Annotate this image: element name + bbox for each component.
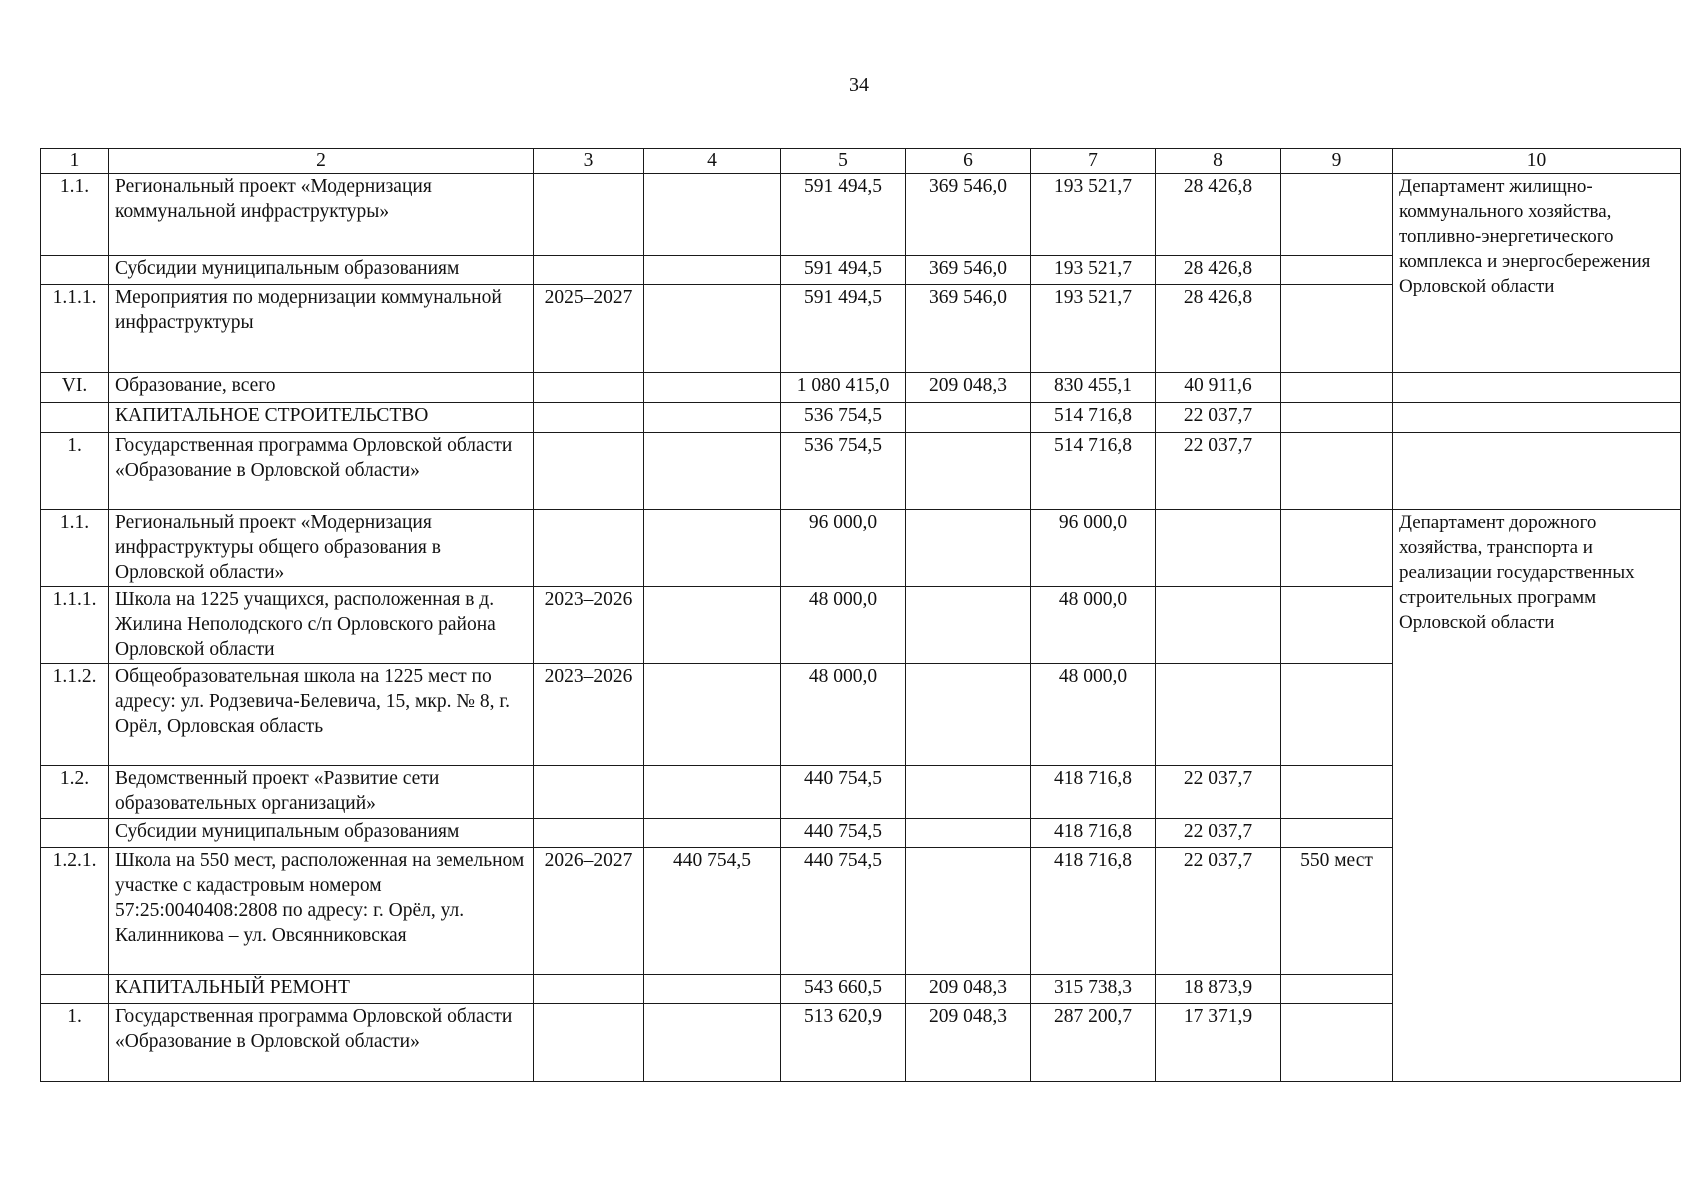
row-number: 1.1.2. bbox=[41, 664, 109, 766]
row-col7: 287 200,7 bbox=[1031, 1004, 1156, 1082]
row-col8: 28 426,8 bbox=[1156, 256, 1281, 285]
row-col7: 418 716,8 bbox=[1031, 848, 1156, 975]
row-col9: 550 мест bbox=[1281, 848, 1393, 975]
row-col6: 209 048,3 bbox=[906, 975, 1031, 1004]
column-number-row bbox=[41, 149, 1681, 174]
responsible-department: Департамент дорожного хозяйства, транспорта и реализации государственных строительных программ Орловской области bbox=[1393, 510, 1681, 1082]
row-period bbox=[534, 975, 644, 1004]
row-period bbox=[534, 819, 644, 848]
row-period bbox=[534, 510, 644, 587]
row-col6 bbox=[906, 587, 1031, 664]
row-col4 bbox=[644, 975, 781, 1004]
row-col7: 48 000,0 bbox=[1031, 664, 1156, 766]
table-row bbox=[41, 174, 1681, 256]
row-col6: 209 048,3 bbox=[906, 373, 1031, 403]
row-number bbox=[41, 256, 109, 285]
row-col8 bbox=[1156, 587, 1281, 664]
row-col8 bbox=[1156, 510, 1281, 587]
table-row bbox=[41, 433, 1681, 510]
row-period bbox=[534, 403, 644, 433]
row-name: Субсидии муниципальным образованиям bbox=[109, 256, 534, 285]
row-col6 bbox=[906, 403, 1031, 433]
row-col5: 440 754,5 bbox=[781, 766, 906, 819]
row-col9 bbox=[1281, 285, 1393, 373]
row-period: 2023–2026 bbox=[534, 664, 644, 766]
row-col8: 22 037,7 bbox=[1156, 848, 1281, 975]
row-number: 1.1.1. bbox=[41, 587, 109, 664]
row-col4 bbox=[644, 510, 781, 587]
row-period: 2025–2027 bbox=[534, 285, 644, 373]
row-period bbox=[534, 174, 644, 256]
row-col5: 48 000,0 bbox=[781, 587, 906, 664]
responsible-department bbox=[1393, 403, 1681, 433]
row-number: 1. bbox=[41, 1004, 109, 1082]
row-number: 1. bbox=[41, 433, 109, 510]
row-col5: 591 494,5 bbox=[781, 285, 906, 373]
row-col8: 17 371,9 bbox=[1156, 1004, 1281, 1082]
column-header: 1 bbox=[41, 149, 109, 174]
row-col5: 543 660,5 bbox=[781, 975, 906, 1004]
row-col7: 48 000,0 bbox=[1031, 587, 1156, 664]
row-number: 1.1. bbox=[41, 174, 109, 256]
row-name: Школа на 1225 учащихся, расположенная в д. Жилина Неполодского с/п Орловского района Орловской области bbox=[109, 587, 534, 664]
row-period bbox=[534, 766, 644, 819]
row-col8: 28 426,8 bbox=[1156, 174, 1281, 256]
row-col4 bbox=[644, 433, 781, 510]
row-col5: 513 620,9 bbox=[781, 1004, 906, 1082]
row-col5: 440 754,5 bbox=[781, 848, 906, 975]
row-col6 bbox=[906, 433, 1031, 510]
row-col4 bbox=[644, 664, 781, 766]
row-col7: 418 716,8 bbox=[1031, 819, 1156, 848]
row-number: 1.2. bbox=[41, 766, 109, 819]
row-name: Школа на 550 мест, расположенная на земельном участке с кадастровым номером 57:25:0040408:2808 по адресу: г. Орёл, ул. Калинникова – ул. Овсянниковская bbox=[109, 848, 534, 975]
row-col9 bbox=[1281, 174, 1393, 256]
row-col8: 40 911,6 bbox=[1156, 373, 1281, 403]
row-col9 bbox=[1281, 664, 1393, 766]
row-col9 bbox=[1281, 975, 1393, 1004]
row-col6: 369 546,0 bbox=[906, 256, 1031, 285]
row-col5: 591 494,5 bbox=[781, 174, 906, 256]
row-col7: 96 000,0 bbox=[1031, 510, 1156, 587]
row-col4 bbox=[644, 256, 781, 285]
row-col6 bbox=[906, 664, 1031, 766]
row-col9 bbox=[1281, 256, 1393, 285]
page-number: 34 bbox=[849, 74, 869, 96]
row-col8: 18 873,9 bbox=[1156, 975, 1281, 1004]
row-col6 bbox=[906, 766, 1031, 819]
row-col9 bbox=[1281, 373, 1393, 403]
column-header: 5 bbox=[781, 149, 906, 174]
row-col4 bbox=[644, 285, 781, 373]
row-name: Государственная программа Орловской области «Образование в Орловской области» bbox=[109, 1004, 534, 1082]
row-col9 bbox=[1281, 766, 1393, 819]
row-name: Региональный проект «Модернизация коммунальной инфраструктуры» bbox=[109, 174, 534, 256]
row-col7: 418 716,8 bbox=[1031, 766, 1156, 819]
row-period: 2026–2027 bbox=[534, 848, 644, 975]
row-col7: 514 716,8 bbox=[1031, 433, 1156, 510]
row-col4 bbox=[644, 1004, 781, 1082]
row-number: 1.1. bbox=[41, 510, 109, 587]
row-name: Образование, всего bbox=[109, 373, 534, 403]
column-header: 2 bbox=[109, 149, 534, 174]
column-header: 7 bbox=[1031, 149, 1156, 174]
row-col9 bbox=[1281, 433, 1393, 510]
row-col8: 22 037,7 bbox=[1156, 819, 1281, 848]
responsible-department bbox=[1393, 373, 1681, 403]
row-col4 bbox=[644, 819, 781, 848]
table-row bbox=[41, 373, 1681, 403]
row-col6: 369 546,0 bbox=[906, 174, 1031, 256]
row-period: 2023–2026 bbox=[534, 587, 644, 664]
row-col6 bbox=[906, 510, 1031, 587]
row-period bbox=[534, 256, 644, 285]
row-col7: 193 521,7 bbox=[1031, 174, 1156, 256]
column-header: 3 bbox=[534, 149, 644, 174]
row-name: Региональный проект «Модернизация инфраструктуры общего образования в Орловской области» bbox=[109, 510, 534, 587]
row-name: Субсидии муниципальным образованиям bbox=[109, 819, 534, 848]
row-col4 bbox=[644, 373, 781, 403]
row-col6: 369 546,0 bbox=[906, 285, 1031, 373]
row-col4 bbox=[644, 587, 781, 664]
row-col5: 591 494,5 bbox=[781, 256, 906, 285]
row-number bbox=[41, 975, 109, 1004]
responsible-department bbox=[1393, 433, 1681, 510]
row-name: КАПИТАЛЬНЫЙ РЕМОНТ bbox=[109, 975, 534, 1004]
row-col4 bbox=[644, 766, 781, 819]
row-col6 bbox=[906, 848, 1031, 975]
budget-table bbox=[40, 148, 1681, 1082]
row-period bbox=[534, 433, 644, 510]
row-name: Мероприятия по модернизации коммунальной инфраструктуры bbox=[109, 285, 534, 373]
column-header: 9 bbox=[1281, 149, 1393, 174]
row-col5: 536 754,5 bbox=[781, 403, 906, 433]
row-col9 bbox=[1281, 819, 1393, 848]
row-number bbox=[41, 819, 109, 848]
row-col6: 209 048,3 bbox=[906, 1004, 1031, 1082]
table-row bbox=[41, 510, 1681, 587]
row-col4 bbox=[644, 403, 781, 433]
row-col8: 22 037,7 bbox=[1156, 403, 1281, 433]
row-period bbox=[534, 373, 644, 403]
row-col8: 22 037,7 bbox=[1156, 433, 1281, 510]
column-header: 10 bbox=[1393, 149, 1681, 174]
row-name: Государственная программа Орловской области «Образование в Орловской области» bbox=[109, 433, 534, 510]
column-header: 6 bbox=[906, 149, 1031, 174]
row-col7: 514 716,8 bbox=[1031, 403, 1156, 433]
row-name: Ведомственный проект «Развитие сети образовательных организаций» bbox=[109, 766, 534, 819]
row-col7: 830 455,1 bbox=[1031, 373, 1156, 403]
column-header: 8 bbox=[1156, 149, 1281, 174]
row-col5: 536 754,5 bbox=[781, 433, 906, 510]
row-col7: 193 521,7 bbox=[1031, 285, 1156, 373]
row-col8: 22 037,7 bbox=[1156, 766, 1281, 819]
row-col5: 440 754,5 bbox=[781, 819, 906, 848]
row-col9 bbox=[1281, 510, 1393, 587]
row-col4 bbox=[644, 174, 781, 256]
row-col8: 28 426,8 bbox=[1156, 285, 1281, 373]
row-col9 bbox=[1281, 1004, 1393, 1082]
row-col6 bbox=[906, 819, 1031, 848]
row-col5: 1 080 415,0 bbox=[781, 373, 906, 403]
column-header: 4 bbox=[644, 149, 781, 174]
row-period bbox=[534, 1004, 644, 1082]
row-col5: 48 000,0 bbox=[781, 664, 906, 766]
row-number: VI. bbox=[41, 373, 109, 403]
row-number bbox=[41, 403, 109, 433]
row-col7: 315 738,3 bbox=[1031, 975, 1156, 1004]
table-row bbox=[41, 403, 1681, 433]
row-col5: 96 000,0 bbox=[781, 510, 906, 587]
row-col9 bbox=[1281, 403, 1393, 433]
row-col7: 193 521,7 bbox=[1031, 256, 1156, 285]
row-name: КАПИТАЛЬНОЕ СТРОИТЕЛЬСТВО bbox=[109, 403, 534, 433]
row-col4: 440 754,5 bbox=[644, 848, 781, 975]
row-col9 bbox=[1281, 587, 1393, 664]
row-number: 1.1.1. bbox=[41, 285, 109, 373]
row-number: 1.2.1. bbox=[41, 848, 109, 975]
row-name: Общеобразовательная школа на 1225 мест по адресу: ул. Родзевича-Белевича, 15, мкр. № 8, г. Орёл, Орловская область bbox=[109, 664, 534, 766]
row-col8 bbox=[1156, 664, 1281, 766]
responsible-department: Департамент жилищно-коммунального хозяйства, топливно-энергетического комплекса и энергосбережения Орловской области bbox=[1393, 174, 1681, 373]
